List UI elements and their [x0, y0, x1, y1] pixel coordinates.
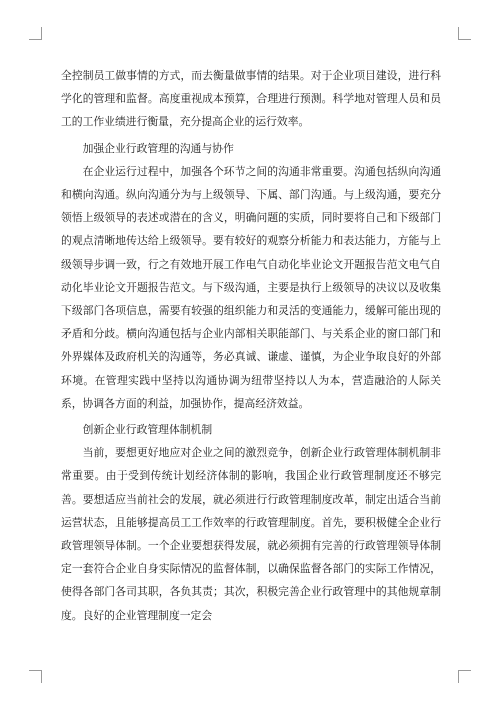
- paragraph-communication: 在企业运行过程中，加强各个环节之间的沟通非常重要。沟通包括纵向沟通和横向沟通。纵向沟通分为与上级领导、下属、部门沟通。与上级沟通，要充分领悟上级领导的表述或潜在的含义，明确问题的实质，同时要将自己和下级部门的观点清晰地传达给上级领导。要有较好的观察分析能力和表达能力，方能与上级领导步调一致，行之有效地开展工作电气自动化毕业论文开题报告范文电气自动化毕业论文开题报告范文。与下级沟通，主要是执行上级领导的决议以及收集下级部门各项信息，需要有较强的组织能力和灵活的变通能力，缓解可能出现的矛盾和分歧。横向沟通包括与企业内部相关职能部门、与关系企业的窗口部门和外界媒体及政府机关的沟通等，务必真诚、谦虚、谨慎，为企业争取良好的外部环境。在管理实践中坚持以沟通协调为纽带坚持以人为本，营造融洽的人际关系，协调各方面的利益，加强协作，提高经济效益。: [61, 164, 441, 410]
- crop-mark-bottom-right: [458, 670, 471, 683]
- crop-mark-top-right: [458, 27, 471, 40]
- paragraph-innovation: 当前，要想更好地应对企业之间的激烈竞争，创新企业行政管理体制机制非常重要。由于受到传统计划经济体制的影响，我国企业行政管理制度还不够完善。要想适应当前社会的发展，就必须进行行政管理制度改革，制定出适合当前运营状态，且能够提高员工工作效率的行政管理制度。首先，要积极健全企业行政管理领导体制。一个企业要想获得发展，就必须拥有完善的行政管理领导体制定一套符合企业自身实际情况的监督体制，以确保监督各部门的实际工作情况，使得各部门各司其职，各负其责；其次，积极完善企业行政管理中的其他规章制度。良好的企业管理制度一定会: [61, 446, 441, 622]
- crop-mark-bottom-left: [29, 670, 42, 683]
- paragraph-continuation: 全控制员工做事情的方式，而去衡量做事情的结果。对于企业项目建设，进行科学化的管理和监督。高度重视成本预算，合理进行预测。科学地对管理人员和员工的工作业绩进行衡量，充分提高企业的运行效率。: [61, 69, 441, 129]
- section-heading-communication: 加强企业行政管理的沟通与协作: [82, 141, 234, 155]
- document-body: [61, 64, 441, 627]
- section-heading-innovation: 创新企业行政管理体制机制: [82, 423, 213, 437]
- crop-mark-top-left: [29, 27, 42, 40]
